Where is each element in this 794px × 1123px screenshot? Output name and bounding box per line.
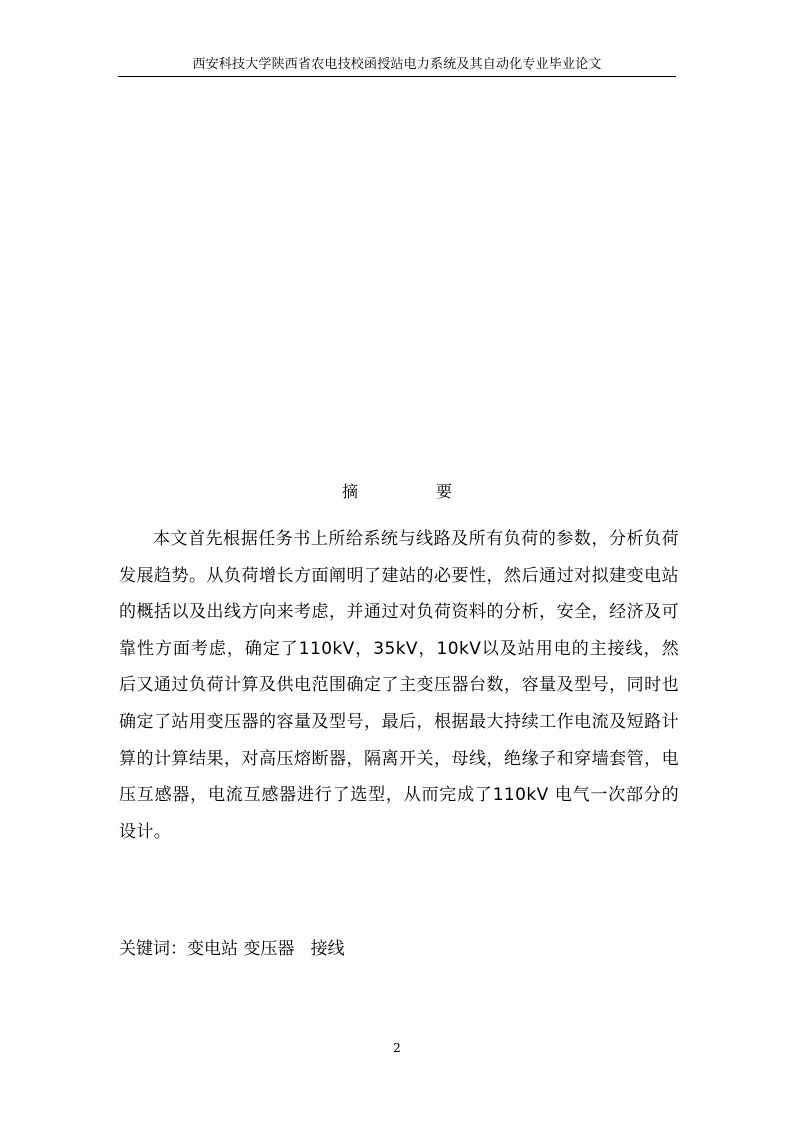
abstract-title-left: 摘 bbox=[341, 482, 358, 501]
page-header: 西安科技大学陕西省农电技校函授站电力系统及其自动化专业毕业论文 bbox=[118, 58, 676, 77]
abstract-title-right: 要 bbox=[436, 482, 453, 501]
keywords-line: 关键词：变电站 变压器 接线 bbox=[119, 939, 345, 959]
abstract-body: 本文首先根据任务书上所给系统与线路及所有负荷的参数，分析负荷发展趋势。从负荷增长方面阐明了建站的必要性，然后通过对拟建变电站的概括以及出线方向来考虑，并通过对负荷资料的分析，安全，经济及可靠性方面考虑，确定了110kV，35kV，10kV以及站用电的主接线，然后又通过负荷计算及供电范围确定了主变压器台数，容量及型号，同时也确定了站用变压器的容量及型号，最后，根据最大持续工作电流及短路计算的计算结果，对高压熔断器，隔离开关，母线，绝缘子和穿墙套管，电压互感器，电流互感器进行了选型，从而完成了110kV 电气一次部分的设计。 bbox=[119, 529, 679, 842]
page-number: 2 bbox=[393, 1041, 401, 1055]
abstract-title bbox=[0, 482, 794, 502]
